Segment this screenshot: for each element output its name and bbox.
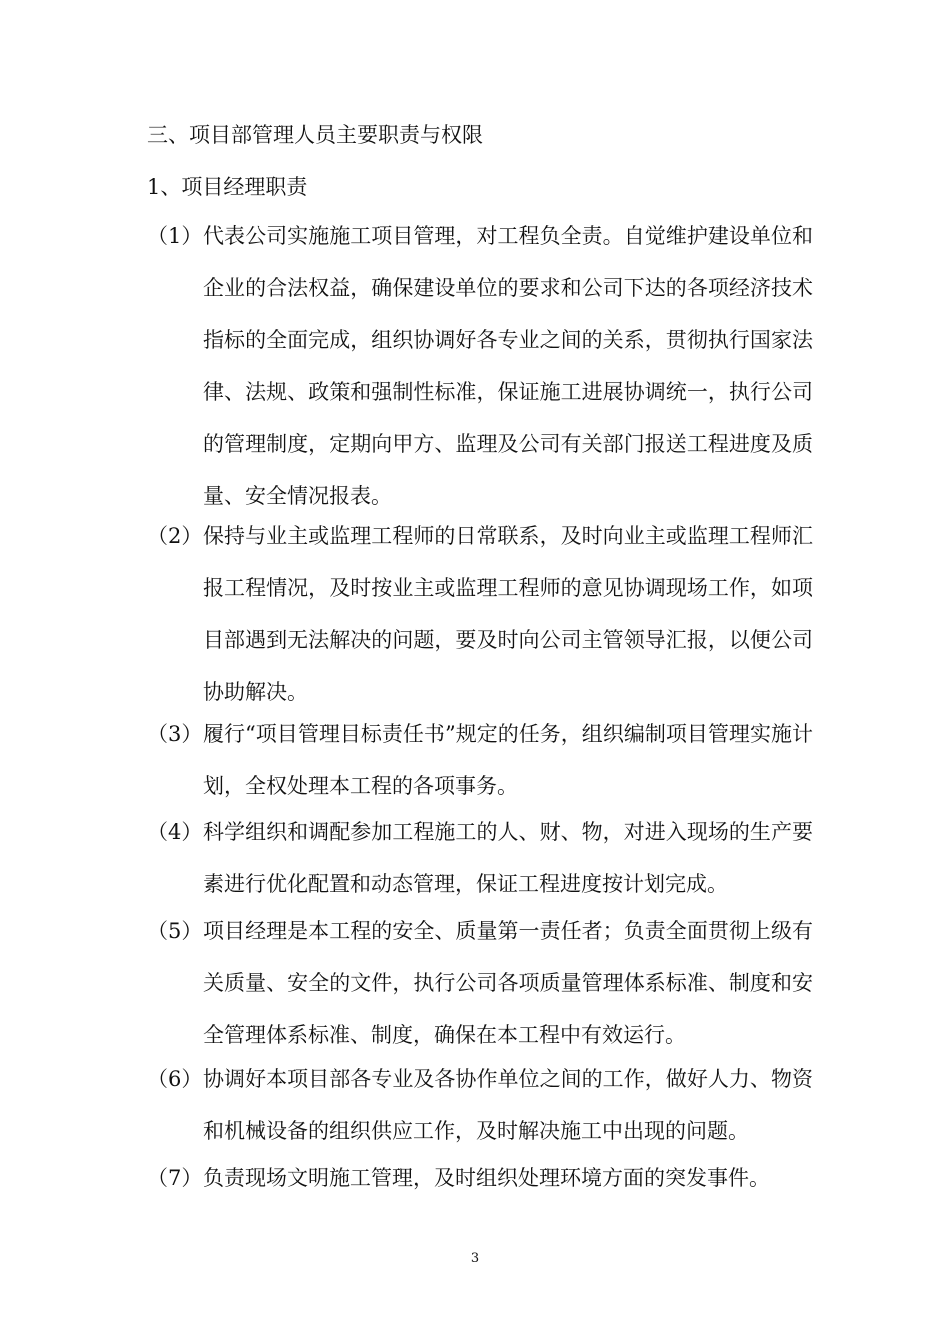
duty-item-2 (147, 510, 817, 718)
item-number: （5） (147, 919, 203, 943)
item-number: （7） (147, 1166, 203, 1190)
duty-item-6 (147, 1053, 817, 1157)
page-number: 3 (470, 1251, 480, 1266)
item-number: （3） (147, 722, 203, 746)
item-number: （4） (147, 820, 203, 844)
item-text: 科学组织和调配参加工程施工的人、财、物，对进入现场的生产要素进行优化配置和动态管理，保证工程进度按计划完成。 (203, 820, 813, 896)
sub-heading: 1、项目经理职责 (147, 175, 308, 199)
item-number: （2） (147, 524, 203, 548)
section-heading: 三、项目部管理人员主要职责与权限 (147, 123, 483, 147)
duty-item-4 (147, 806, 817, 910)
item-text: 负责现场文明施工管理，及时组织处理环境方面的突发事件。 (203, 1166, 770, 1190)
duty-item-1 (147, 210, 817, 522)
duty-item-3 (147, 708, 817, 812)
item-number: （1） (147, 224, 203, 248)
duty-item-7 (147, 1152, 817, 1204)
item-number: （6） (147, 1067, 203, 1091)
item-text: 代表公司实施施工项目管理，对工程负全责。自觉维护建设单位和企业的合法权益，确保建设单位的要求和公司下达的各项经济技术指标的全面完成，组织协调好各专业之间的关系，贯彻执行国家法律、法规、政策和强制性标准，保证施工进展协调统一，执行公司的管理制度，定期向甲方、监理及公司有关部门报送工程进度及质量、安全情况报表。 (203, 224, 813, 508)
item-text: 履行“项目管理目标责任书”规定的任务，组织编制项目管理实施计划，全权处理本工程的各项事务。 (203, 722, 813, 798)
item-text: 协调好本项目部各专业及各协作单位之间的工作，做好人力、物资和机械设备的组织供应工作，及时解决施工中出现的问题。 (203, 1067, 813, 1143)
duty-item-5 (147, 905, 817, 1061)
item-text: 项目经理是本工程的安全、质量第一责任者；负责全面贯彻上级有关质量、安全的文件，执行公司各项质量管理体系标准、制度和安全管理体系标准、制度，确保在本工程中有效运行。 (203, 919, 813, 1047)
item-text: 保持与业主或监理工程师的日常联系，及时向业主或监理工程师汇报工程情况，及时按业主或监理工程师的意见协调现场工作，如项目部遇到无法解决的问题，要及时向公司主管领导汇报，以便公司协助解决。 (203, 524, 813, 704)
